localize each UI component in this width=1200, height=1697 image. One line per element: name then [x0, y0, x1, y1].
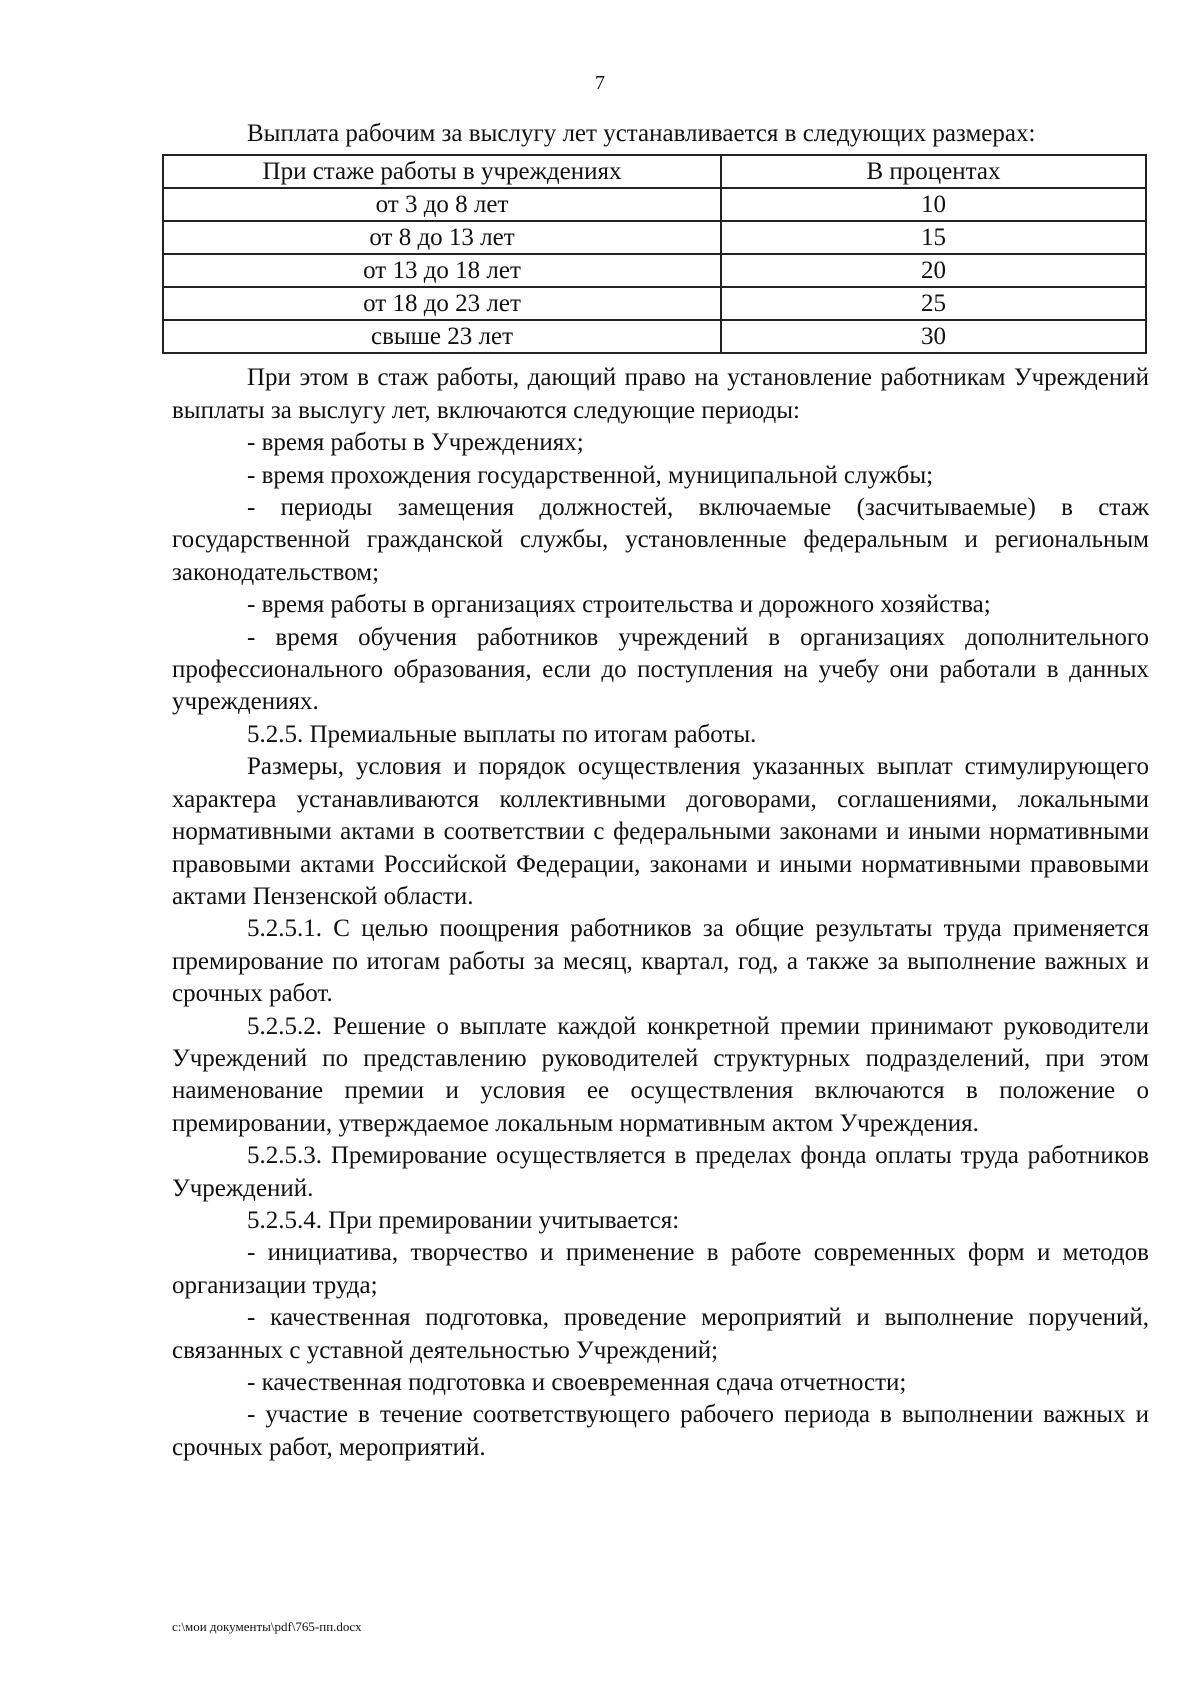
paragraph: 5.2.5.3. Премирование осуществляется в пределах фонда оплаты труда работников Учреждений.: [172, 1142, 1149, 1202]
table-cell: 20: [721, 254, 1146, 287]
document-body: [172, 118, 1149, 1464]
list-item: - время работы в Учреждениях;: [247, 429, 584, 457]
list-item: - инициатива, творчество и применение в работе современных форм и методов организации труда;: [172, 1239, 1149, 1299]
table-cell: от 3 до 8 лет: [163, 188, 721, 221]
list-item: - качественная подготовка и своевременная сдача отчетности;: [247, 1369, 907, 1396]
list-item: - периоды замещения должностей, включаемые (засчитываемые) в стаж государственной гражданской службы, установленные федеральным и региональным законодательством;: [172, 494, 1149, 586]
table-header-cell: В процентах: [721, 155, 1146, 188]
file-path-footer: c:\мои документы\pdf\765-пп.docx: [172, 1619, 362, 1634]
service-length-table: [162, 154, 1147, 354]
paragraph: 5.2.5.1. С целью поощрения работников за общие результаты труда применяется премирование по итогам работы за месяц, квартал, год, а также за выполнение важных и срочных работ.: [172, 915, 1149, 1008]
table-cell: от 18 до 23 лет: [163, 287, 721, 320]
list-item: - время работы в организациях строительства и дорожного хозяйства;: [247, 591, 991, 619]
table-row: [163, 188, 1146, 221]
table-cell: 25: [721, 287, 1146, 320]
table-row: [163, 221, 1146, 254]
paragraph: 5.2.5.4. При премировании учитывается:: [247, 1206, 680, 1234]
table-cell: свыше 23 лет: [163, 320, 721, 353]
paragraph: Размеры, условия и порядок осуществления указанных выплат стимулирующего характера устанавливаются коллективными договорами, соглашениями, локальными нормативными актами в соответствии с федеральными законами и иными нормативными правовыми актами Российской Федерации, законами и иными нормативными правовыми актами Пензенской области.: [172, 753, 1149, 910]
paragraph: При этом в стаж работы, дающий право на установление работникам Учреждений выплаты за выслугу лет, включаются следующие периоды:: [172, 364, 1149, 424]
table-cell: 10: [721, 188, 1146, 221]
table-cell: от 8 до 13 лет: [163, 221, 721, 254]
table-row: [163, 320, 1146, 353]
intro-paragraph: Выплата рабочим за выслугу лет устанавливается в следующих размерах:: [247, 120, 1036, 147]
list-item: - участие в течение соответствующего рабочего периода в выполнении важных и срочных работ, мероприятий.: [172, 1401, 1149, 1461]
table-row: [163, 287, 1146, 320]
table-row: [163, 254, 1146, 287]
list-item: - время прохождения государственной, муниципальной службы;: [247, 461, 934, 489]
list-item: - качественная подготовка, проведение мероприятий и выполнение поручений, связанных с уставной деятельностью Учреждений;: [172, 1304, 1149, 1364]
paragraph: 5.2.5.2. Решение о выплате каждой конкретной премии принимают руководители Учреждений по представлению руководителей структурных подразделений, при этом наименование премии и условия ее осуществления включаются в положение о премировании, утверждаемое локальным нормативным актом Учреждения.: [172, 1012, 1149, 1137]
list-item: - время обучения работников учреждений в организациях дополнительного профессионального образования, если до поступления на учебу они работали в данных учреждениях.: [172, 623, 1149, 716]
table-header-cell: При стаже работы в учреждениях: [163, 155, 721, 188]
table-header-row: [163, 155, 1146, 188]
table-cell: 15: [721, 221, 1146, 254]
table-cell: 30: [721, 320, 1146, 353]
table-cell: от 13 до 18 лет: [163, 254, 721, 287]
section-heading: 5.2.5. Премиальные выплаты по итогам работы.: [247, 720, 757, 748]
page-number: 7: [595, 72, 605, 94]
